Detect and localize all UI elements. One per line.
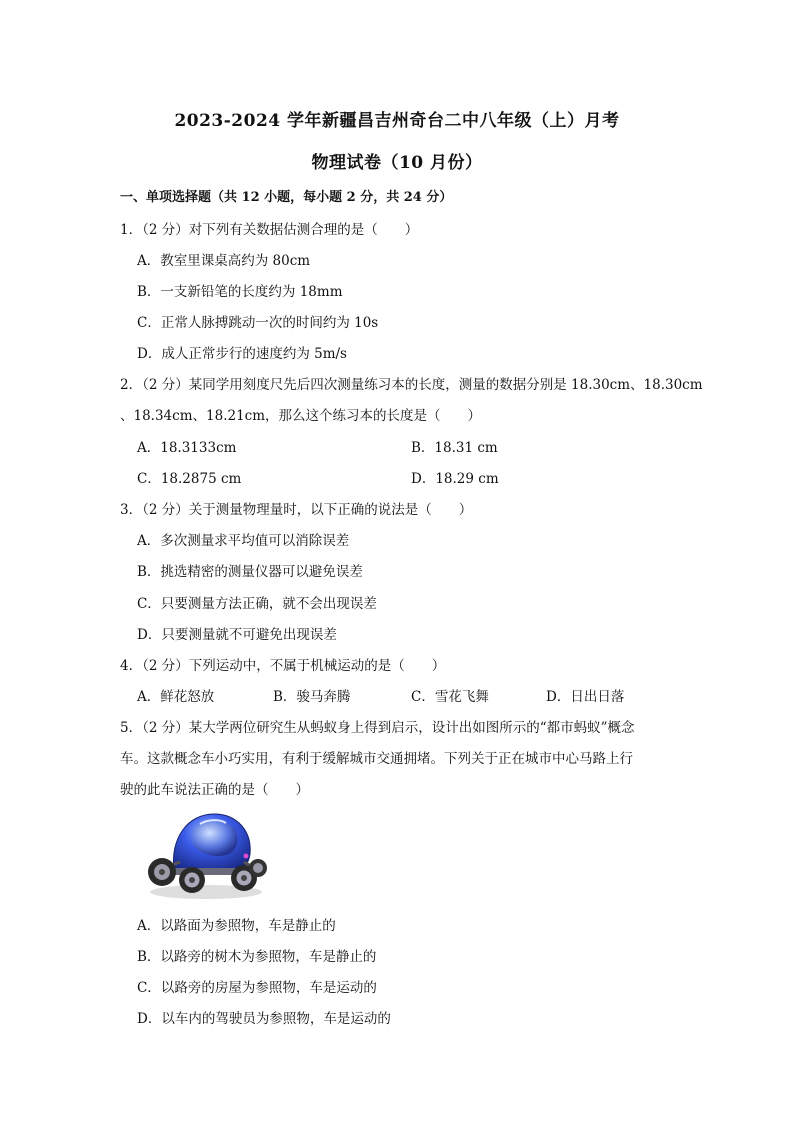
section-heading: 一、单项选择题（共 12 小题，每小题 2 分，共 24 分） xyxy=(120,190,453,205)
question-4-option-c: C．雪花飞舞 xyxy=(411,689,489,705)
question-3-option-c: C．只要测量方法正确，就不会出现误差 xyxy=(137,596,377,612)
question-4-option-b: B．骏马奔腾 xyxy=(273,689,351,705)
question-2-option-d: D．18.29 cm xyxy=(411,471,499,487)
question-2-option-b: B．18.31 cm xyxy=(411,440,498,456)
question-2-stem-line2: 、18.34cm、18.21cm，那么这个练习本的长度是（ ） xyxy=(120,408,482,424)
question-4-stem: 4．（2 分）下列运动中，不属于机械运动的是（ ） xyxy=(120,658,446,674)
question-4-option-a: A．鲜花怒放 xyxy=(137,689,215,705)
question-2-option-c: C．18.2875 cm xyxy=(137,471,242,487)
question-1-option-b: B．一支新铅笔的长度约为 18mm xyxy=(137,284,343,300)
question-2-option-a: A．18.3133cm xyxy=(137,440,237,456)
question-5-option-a: A．以路面为参照物，车是静止的 xyxy=(137,918,336,934)
question-5-stem-line2: 车。这款概念车小巧实用，有利于缓解城市交通拥堵。下列关于正在城市中心马路上行 xyxy=(120,751,633,767)
concept-car-image xyxy=(140,808,268,904)
exam-title: 2023-2024 学年新疆昌吉州奇台二中八年级（上）月考 xyxy=(174,111,620,131)
question-3-option-a: A．多次测量求平均值可以消除误差 xyxy=(137,533,350,549)
question-3-option-b: B．挑选精密的测量仪器可以避免误差 xyxy=(137,564,363,580)
question-5-option-d: D．以车内的驾驶员为参照物，车是运动的 xyxy=(137,1011,391,1027)
question-1-option-a: A．教室里课桌高约为 80cm xyxy=(137,253,311,269)
question-2-stem-line1: 2．（2 分）某同学用刻度尺先后四次测量练习本的长度，测量的数据分别是 18.30cm、18.30cm xyxy=(120,377,703,393)
question-4-option-d: D．日出日落 xyxy=(546,689,625,705)
question-1-option-c: C．正常人脉搏跳动一次的时间约为 10s xyxy=(137,315,379,331)
question-5-option-c: C．以路旁的房屋为参照物，车是运动的 xyxy=(137,980,377,996)
question-3-option-d: D．只要测量就不可避免出现误差 xyxy=(137,627,337,643)
question-5-stem-line1: 5．（2 分）某大学两位研究生从蚂蚁身上得到启示，设计出如图所示的“都市蚂蚁”概念 xyxy=(120,720,635,736)
question-5-stem-line3: 驶的此车说法正确的是（ ） xyxy=(120,782,309,798)
question-1-stem: 1．（2 分）对下列有关数据估测合理的是（ ） xyxy=(120,222,419,238)
question-3-stem: 3．（2 分）关于测量物理量时，以下正确的说法是（ ） xyxy=(120,502,473,518)
question-1-option-d: D．成人正常步行的速度约为 5m/s xyxy=(137,346,347,362)
question-5-option-b: B．以路旁的树木为参照物，车是静止的 xyxy=(137,949,377,965)
exam-subtitle: 物理试卷（10 月份） xyxy=(311,153,483,173)
